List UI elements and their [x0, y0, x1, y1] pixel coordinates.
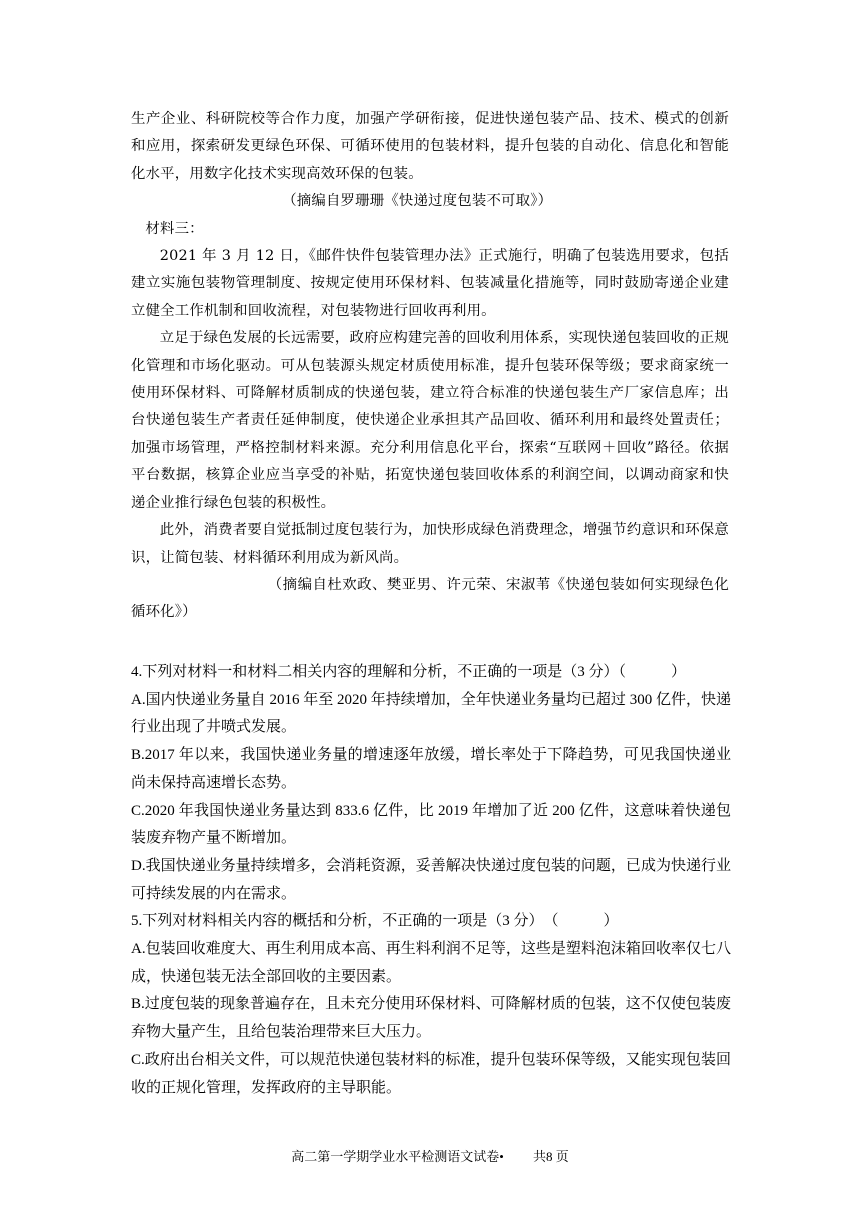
answer-option: A.国内快递业务量自 2016 年至 2020 年持续增加，全年快递业务量均已超过 300 亿件，快递行业出现了井喷式发展。 [131, 691, 731, 736]
passage-body [131, 106, 729, 627]
material-label: 材料三： [145, 220, 204, 237]
passage-paragraph: 立足于绿色发展的长远需要，政府应构建完善的回收利用体系，实现快递包装回收的正规化管理和市场化驱动。可从包装源头规定材质使用标准，提升包装环保等级；要求商家统一使用环保材料、可降解材质制成的快递包装，建立符合标准的快递包装生产厂家信息库；出台快递包装生产者责任延伸制度，使快递企业承担其产品回收、循环利用和最终处置责任；加强市场管理，严格控制材料来源。充分利用信息化平台，探索“互联网＋回收”路径。依据平台数据，核算企业应当享受的补贴，拓宽快递包装回收体系的利润空间，以调动商家和快递企业推行绿色包装的积极性。 [131, 330, 729, 511]
passage-paragraph: 生产企业、科研院校等合作力度，加强产学研衔接，促进快递包装产品、技术、模式的创新和应用，探索研发更绿色环保、可循环使用的包装材料，提升包装的自动化、信息化和智能化水平，用数字化技术实现高效环保的包装。 [131, 111, 729, 182]
questions-section [131, 659, 731, 1102]
source-citation: （摘编自罗珊珊《快递过度包装不可取》） [282, 193, 553, 210]
answer-option: B.过度包装的现象普遍存在，且未充分使用环保材料、可降解材质的包装，这不仅使包装废弃物大量产生，且给包装治理带来巨大压力。 [131, 996, 731, 1041]
answer-option: A.包装回收难度大、再生利用成本高、再生料利润不足等，这些是塑料泡沫箱回收率仅七八成，快递包装无法全部回收的主要因素。 [131, 941, 731, 985]
question-stem: 4.下列对材料一和材料二相关内容的理解和分析，不正确的一项是（3 分）（ ） [131, 664, 687, 680]
page-footer: 高二第一学期学业水平检测语文试卷• 共8 页 [291, 1149, 569, 1164]
source-citation: （摘编自杜欢政、樊亚男、许元荣、宋淑苇《快递包装如何实现绿色化循环化》） [131, 576, 729, 621]
answer-option: C.2020 年我国快递业务量达到 833.6 亿件，比 2019 年增加了近 200 亿件，这意味着快递包装废弃物产量不断增加。 [131, 802, 731, 847]
answer-option: C.政府出台相关文件，可以规范快递包装材料的标准，提升包装环保等级，又能实现包装回收的正规化管理，发挥政府的主导职能。 [131, 1051, 731, 1096]
question-stem: 5.下列对材料相关内容的概括和分析，不正确的一项是（3 分） （ ） [131, 913, 619, 930]
passage-paragraph: 此外，消费者要自觉抵制过度包装行为，加快形成绿色消费理念，增强节约意识和环保意识，让简包装、材料循环利用成为新风尚。 [131, 522, 729, 566]
answer-option: D.我国快递业务量持续增多，会消耗资源，妥善解决快递过度包装的问题，已成为快递行业可持续发展的内在需求。 [131, 857, 731, 902]
answer-option: B.2017 年以来，我国快递业务量的增速逐年放缓，增长率处于下降趋势，可见我国快递业尚未保持高速增长态势。 [131, 747, 731, 791]
passage-paragraph: 2021 年 3 月 12 日，《邮件快件包装管理办法》正式施行，明确了包装选用要求，包括建立实施包装物管理制度、按规定使用环保材料、包装减量化措施等，同时鼓励寄递企业建立健全工作机制和回收流程，对包装物进行回收再利用。 [131, 248, 729, 319]
